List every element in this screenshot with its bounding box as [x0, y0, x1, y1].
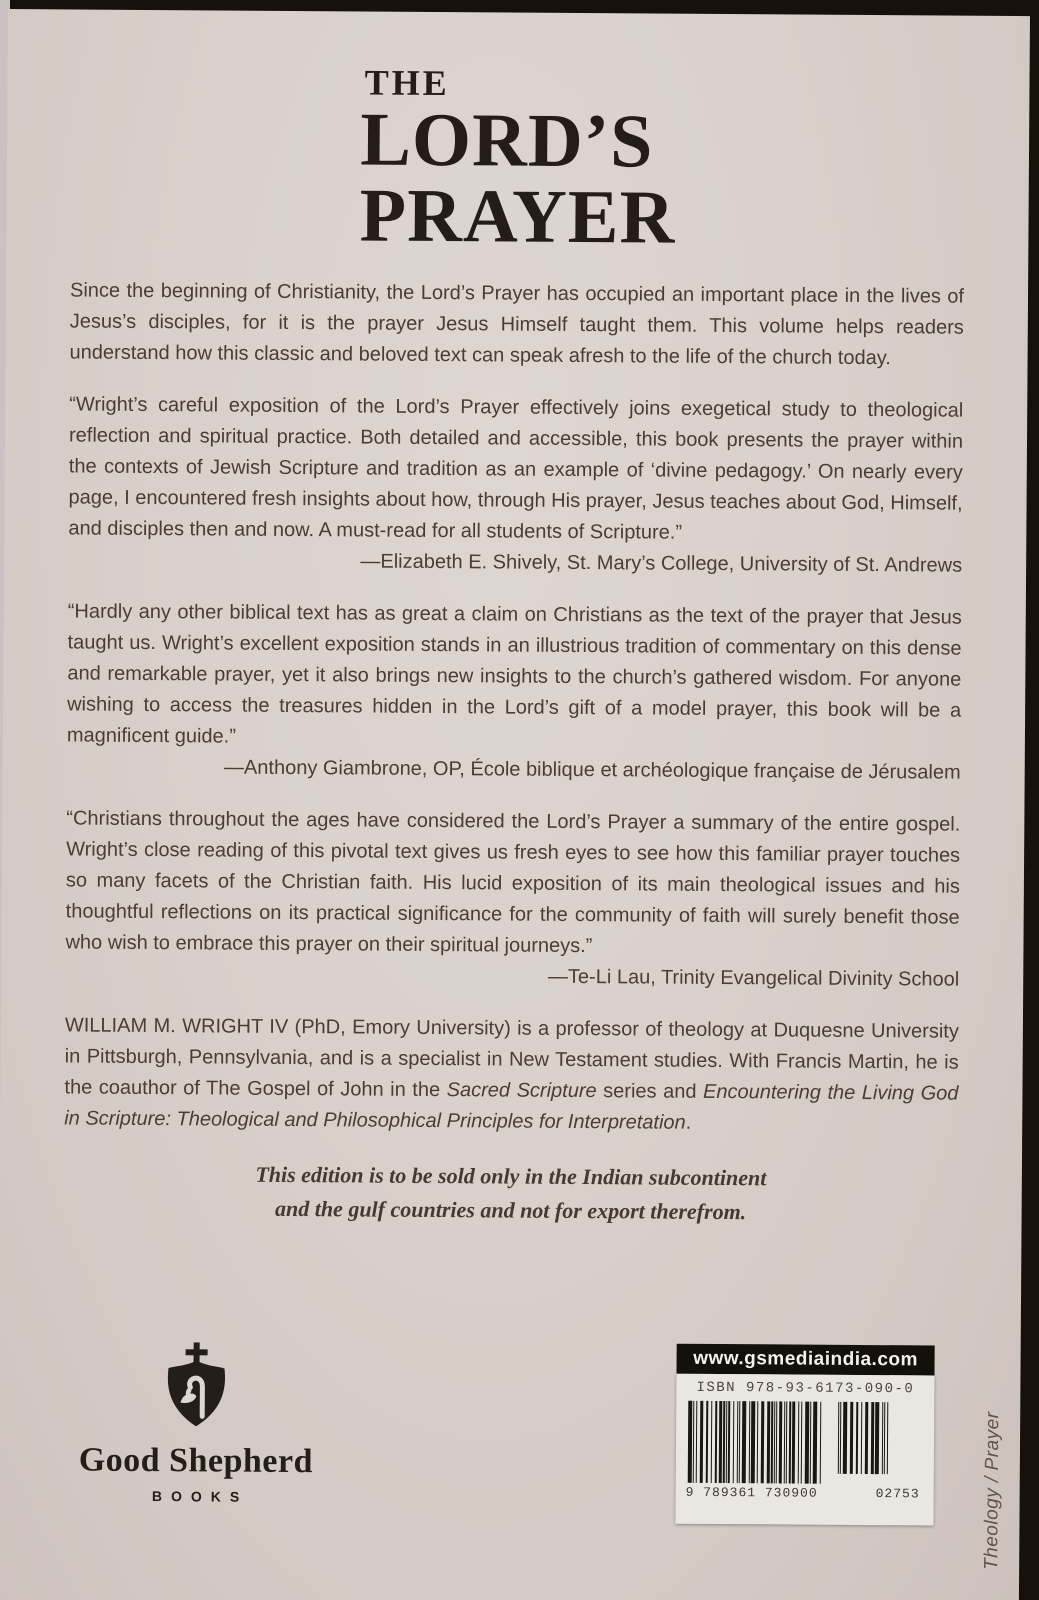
book-title-lords: LORD’S: [359, 97, 654, 184]
edition-notice: [64, 1156, 958, 1230]
blurb-3-text: “Christians throughout the ages have considered the Lord’s Prayer a summary of the entire gospel. Wright’s close reading of this pivotal text gives us fresh eyes to see how this familiar prayer touches so many facets of the Christian faith. His lucid exposition of its main theological issues and his thoughtful reflections on its practical significance for the community of faith will surely benefit those who wish to embrace this prayer on their spiritual journeys.”: [65, 807, 961, 958]
blurb-1-attribution: —Elizabeth E. Shively, St. Mary’s College, University of St. Andrews: [360, 550, 963, 577]
publisher-imprint: BOOKS: [151, 1488, 249, 1505]
barcode-ean-digits: 9 789361 730900: [685, 1484, 818, 1501]
edition-notice-line1: This edition is to be sold only in the Indian subcontinent: [255, 1161, 767, 1191]
barcode-addon-digits: 02753: [875, 1486, 920, 1502]
barcode-main-bars: [688, 1401, 823, 1484]
book-title-block: [70, 61, 965, 260]
publisher-block: [76, 1342, 317, 1506]
barcode-block: [675, 1344, 934, 1526]
isbn-label: ISBN 978-93-6173-090-0: [696, 1379, 915, 1398]
good-shepherd-shield-logo: [158, 1342, 235, 1439]
shield-icon: [168, 1360, 226, 1426]
intro-paragraph: Since the beginning of Christianity, the Lord’s Prayer has occupied an important place in the lives of Jesus’s disciples, for it is the prayer Jesus Himself taught them. This volume helps readers understand how this classic and beloved text can speak afresh to the life of the church today.: [69, 279, 965, 370]
barcode-addon-bars: [838, 1402, 892, 1474]
cover-bottom-row: [0, 1335, 1021, 1582]
blurb-2-attribution: —Anthony Giambrone, OP, École biblique et archéologique française de Jérusalem: [223, 756, 961, 784]
book-title-the: THE: [364, 62, 450, 104]
book-title-prayer: PRAYER: [359, 173, 676, 260]
author-bio: WILLIAM M. WRIGHT IV (PhD, Emory University) is a professor of theology at Duquesne University in Pittsburgh, Pennsylvania, and is a specialist in New Testament studies. With Francis Martin, he is the coauthor of The Gospel of John in the Sacred Scripture series and Encountering the Living God in Scripture: Theological and Philosophical Principles for Interpretation.: [64, 1014, 959, 1134]
publisher-website: www.gsmediaindia.com: [676, 1344, 934, 1376]
blurb-1-text: “Wright’s careful exposition of the Lord’s Prayer effectively joins exegetical study to theological reflection and spiritual practice. Both detailed and accessible, this book presents the prayer within the contexts of Jewish Scripture and tradition as an example of ‘divine pedagogy.’ On nearly every page, I encountered fresh insights about how, through His prayer, Jesus teaches about God, Himself, and disciples then and now. A must-read for all students of Scripture.”: [68, 393, 964, 544]
edition-notice-line2: and the gulf countries and not for export therefrom.: [274, 1195, 747, 1225]
blurb-2-text: “Hardly any other biblical text has as great a claim on Christians as the text of the prayer that Jesus taught us. Wright’s excellent exposition stands in an illustrious tradition of commentary on this dense and remarkable prayer, yet it also brings new insights to the church’s gathered wisdom. For anyone wishing to access the treasures hidden in the Lord’s gift of a model prayer, this book will be a magnificent guide.”: [66, 600, 962, 748]
category-spine-text: Theology / Prayer: [981, 1411, 1004, 1570]
barcode-label: [675, 1374, 934, 1526]
publisher-name: Good Shepherd: [78, 1441, 314, 1481]
barcode-bars: [684, 1401, 927, 1485]
blurb-3-attribution: —Te-Li Lau, Trinity Evangelical Divinity School: [547, 965, 960, 991]
book-cover: [0, 9, 1030, 1600]
